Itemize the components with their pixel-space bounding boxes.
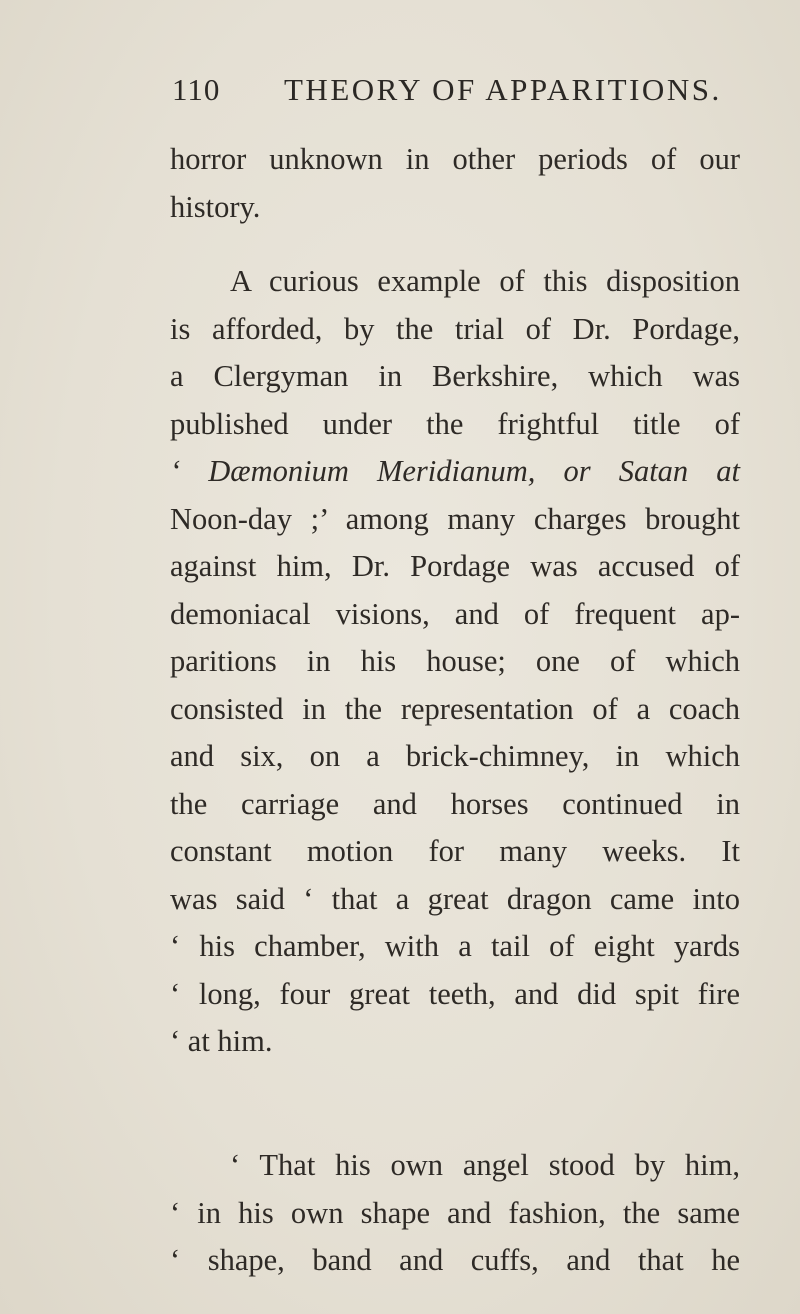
text-line: published under the frightful title of [170,406,740,441]
paragraph-1 [170,136,740,231]
text-line: ‘ That his own angel stood by him, [230,1148,740,1182]
paragraph-3 [170,1142,740,1285]
text-line: was said ‘ that a great dragon came into [170,881,740,916]
text-line: ‘ Dæmonium Meridianum, or Satan at [170,454,740,488]
text-line: and six, on a brick-chimney, in which [170,739,740,773]
text-line: ‘ in his own shape and fashion, the same [170,1195,740,1230]
text-line: history. [170,189,261,224]
text-line: ‘ at him. [170,1024,273,1058]
text-line: demoniacal visions, and of frequent ap- [170,596,740,631]
text-line: horror unknown in other periods of our [170,142,740,176]
running-title: THEORY OF APPARITIONS. [284,72,722,107]
text-line: ‘ long, four great teeth, and did spit fire [170,976,740,1011]
text-line: against him, Dr. Pordage was accused of [170,549,740,583]
paragraph-2 [170,258,740,1066]
text-line: paritions in his house; one of which [170,644,740,678]
page-number: 110 [172,72,221,107]
text-line: is afforded, by the trial of Dr. Pordage, [170,311,740,346]
text-line: ‘ his chamber, with a tail of eight yards [170,929,740,963]
text-line: a Clergyman in Berkshire, which was [170,359,740,393]
running-header [172,72,722,108]
text-line: consisted in the representation of a coach [170,691,740,726]
text-line: Noon-day ;’ among many charges brought [170,501,740,536]
text-line: A curious example of this disposition [230,264,740,298]
text-line: the carriage and horses continued in [170,786,740,821]
text-line: constant motion for many weeks. It [170,834,740,868]
text-line: ‘ shape, band and cuffs, and that he [170,1243,740,1277]
